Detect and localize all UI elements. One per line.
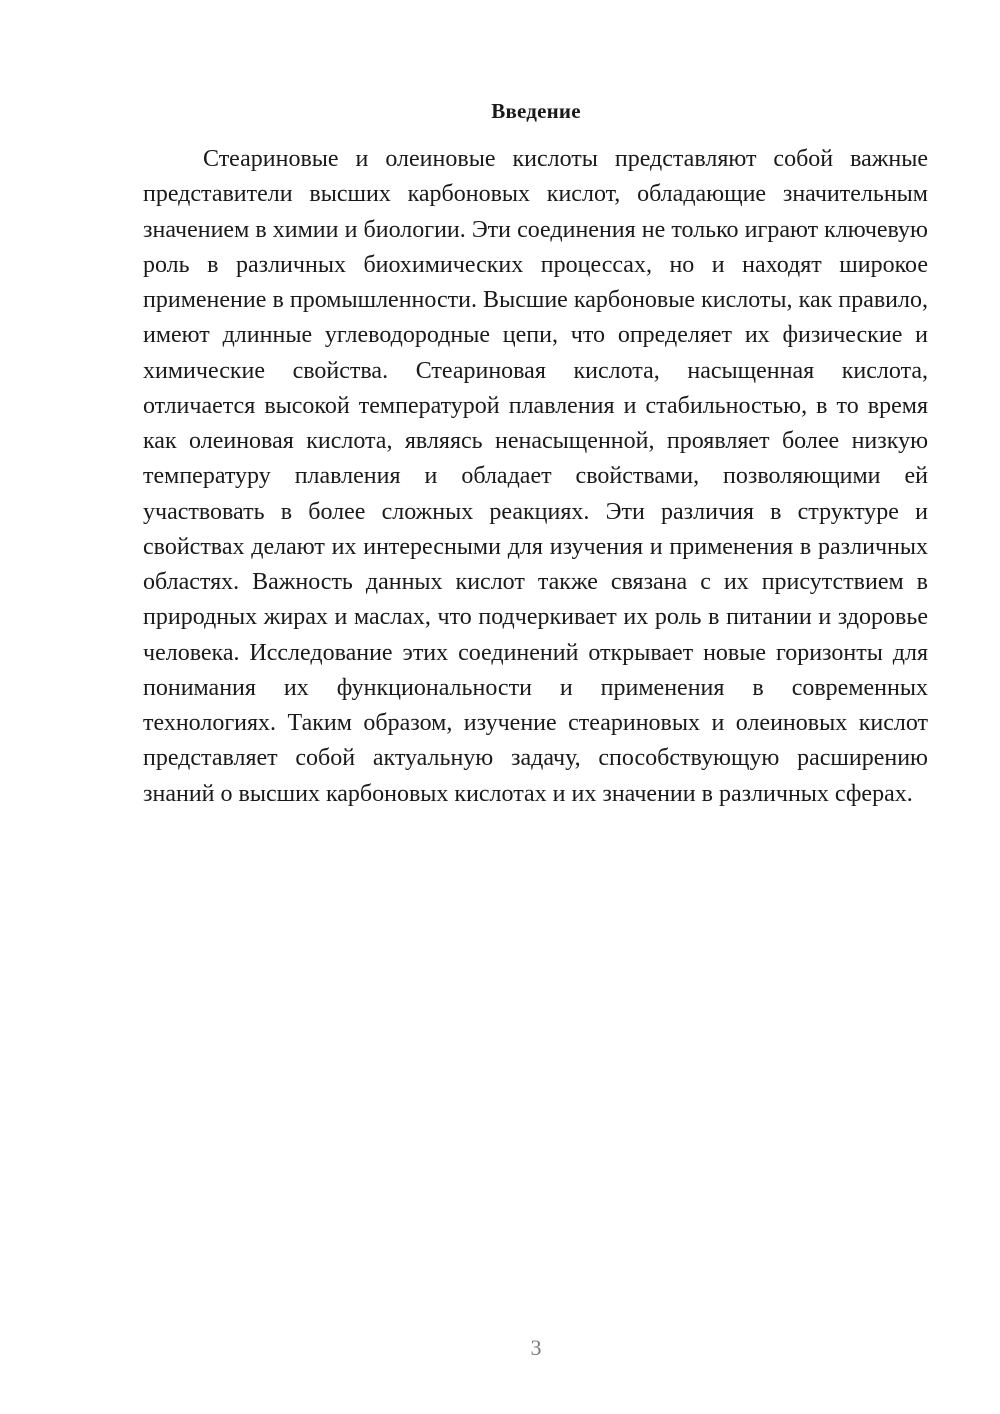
section-heading: Введение <box>491 99 581 123</box>
intro-paragraph: Стеариновые и олеиновые кислоты представляют собой важные представители высших карбоновых кислот, обладающие значительным значением в химии и биологии. Эти соединения не только играют ключевую роль в различных биохимических процессах, но и находят широкое применение в промышленности. Высшие карбоновые кислоты, как правило, имеют длинные углеводородные цепи, что определяет их физические и химические свойства. Стеариновая кислота, насыщенная кислота, отличается высокой температурой плавления и стабильностью, в то время как олеиновая кислота, являясь ненасыщенной, проявляет более низкую температуру плавления и обладает свойствами, позволяющими ей участвовать в более сложных реакциях. Эти различия в структуре и свойствах делают их интересными для изучения и применения в различных областях. Важность данных кислот также связана с их присутствием в природных жирах и маслах, что подчеркивает их роль в питании и здоровье человека. Исследование этих соединений открывает новые горизонты для понимания их функциональности и применения в современных технологиях. Таким образом, изучение стеариновых и олеиновых кислот представляет собой актуальную задачу, способствующую расширению знаний о высших карбоновых кислотах и их значении в различных сферах. <box>143 146 928 807</box>
page-number: 3 <box>530 1335 542 1360</box>
